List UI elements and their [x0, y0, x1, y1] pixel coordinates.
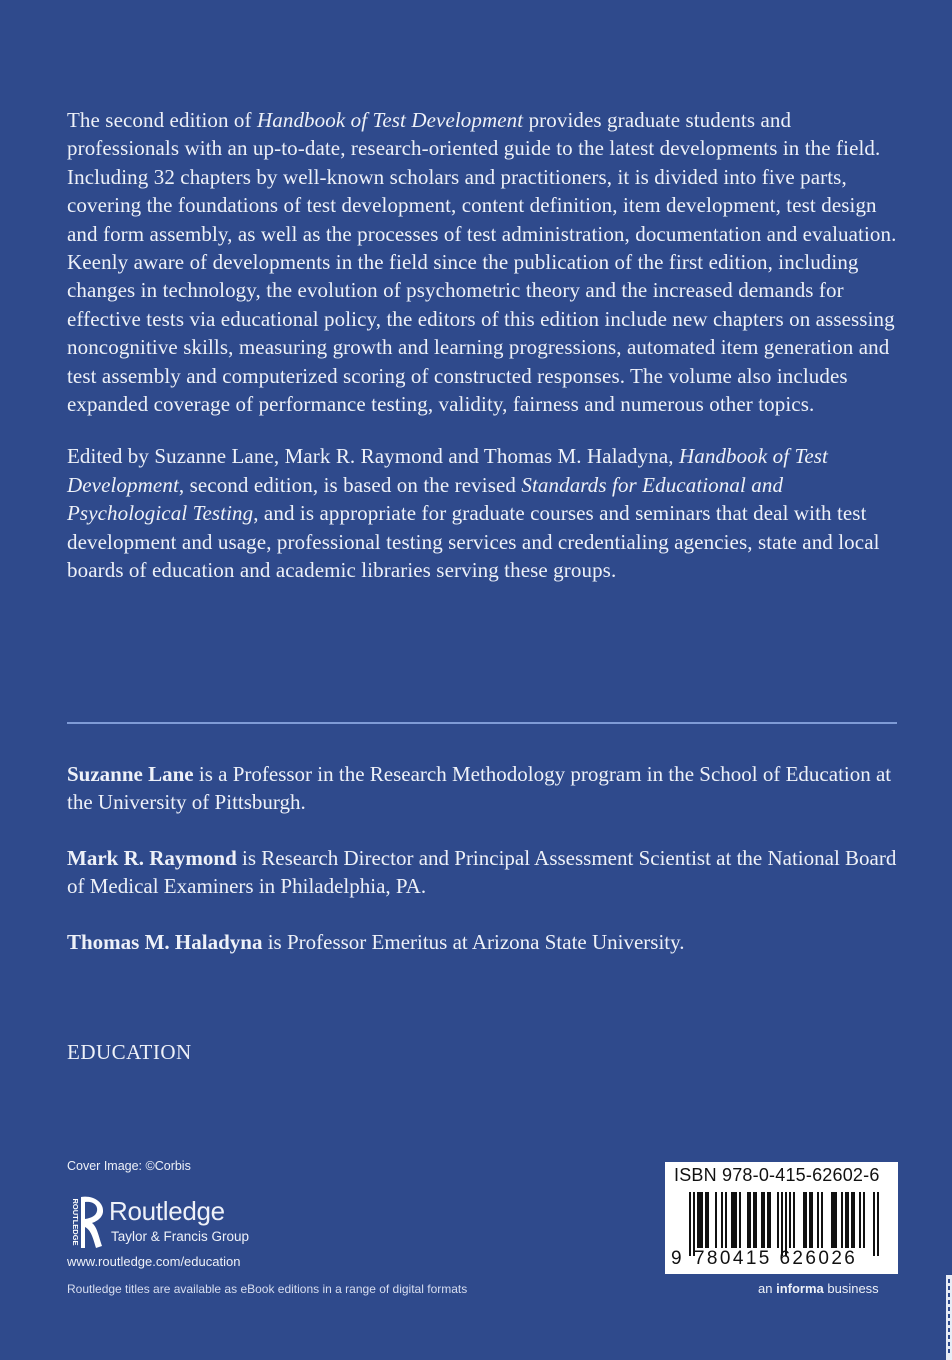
- barcode-bar: [767, 1192, 769, 1248]
- barcode-bar: [755, 1192, 757, 1248]
- routledge-logo: [63, 1194, 293, 1252]
- barcode-bar: [803, 1192, 805, 1248]
- barcode-bar: [831, 1192, 833, 1248]
- barcode-bar: [781, 1192, 783, 1256]
- barcode-bar: [789, 1192, 791, 1248]
- publisher-group: Taylor & Francis Group: [111, 1229, 250, 1244]
- barcode-bar: [733, 1192, 735, 1248]
- publisher-name: Routledge: [109, 1196, 225, 1226]
- blurb-paragraph-1: The second edition of Handbook of Test Development provides graduate students and professionals with an up-to-date, research-oriented guide to the latest developments in the field. Including 32 chapters by well-known scholars and practitioners, it is divided into five parts, covering the foundations of test development, content definition, item development, test design and form assembly, as well as the processes of test administration, documentation and evaluation. Keenly aware of developments in the field since the publication of the first edition, including changes in technology, the evolution of psychometric theory and the increased demands for effective tests via educational policy, the editors of this edition include new chapters on assessing noncognitive skills, measuring growth and learning progressions, automated item generation and test assembly and computerized scoring of constructed responses. The volume also includes expanded coverage of performance testing, validity, fairness and numerous other topics.: [67, 108, 897, 417]
- barcode-bar: [817, 1192, 819, 1248]
- book-title: Handbook of Test Development: [256, 108, 524, 132]
- barcode-bar: [833, 1192, 835, 1248]
- bio-name: Mark R. Raymond: [67, 845, 237, 870]
- subject-category: EDUCATION: [67, 1040, 192, 1064]
- barcode-bar: [735, 1192, 737, 1248]
- bio-name: Thomas M. Haladyna: [67, 929, 263, 954]
- barcode-bar: [847, 1192, 849, 1248]
- informa-tagline: an informa business: [758, 1281, 879, 1296]
- bio-item: Thomas M. Haladyna is Professor Emeritus at Arizona State University.: [67, 929, 685, 954]
- barcode-bar: [697, 1192, 699, 1248]
- barcode-bar: [749, 1192, 751, 1248]
- barcode-bar: [739, 1192, 741, 1248]
- isbn-label: ISBN 978-0-415-62602-6: [674, 1165, 880, 1185]
- barcode-bar: [873, 1192, 875, 1256]
- barcode-bar: [731, 1192, 733, 1248]
- isbn-barcode: [665, 1162, 898, 1274]
- ebook-note: Routledge titles are available as eBook editions in a range of digital formats: [67, 1282, 468, 1296]
- informa-brand: informa: [776, 1281, 824, 1296]
- barcode-bar: [811, 1192, 813, 1248]
- divider-rule: [67, 722, 897, 724]
- barcode-bar: [707, 1192, 709, 1248]
- bio-item: Mark R. Raymond is Research Director and Principal Assessment Scientist at the National Board of Medical Examiners in Philadelphia, PA.: [67, 845, 897, 899]
- barcode-bar: [699, 1192, 701, 1248]
- book-title: Handbook of Test Development: [67, 444, 828, 497]
- barcode-bar: [753, 1192, 755, 1248]
- isbn-digits: 9 780415 626026: [671, 1248, 858, 1269]
- barcode-bar: [777, 1192, 779, 1248]
- barcode-bar: [693, 1192, 695, 1256]
- description-blurb: [67, 106, 902, 609]
- barcode-bar: [793, 1192, 795, 1248]
- barcode-bar: [705, 1192, 707, 1248]
- barcode-bar: [761, 1192, 763, 1248]
- barcode-bar: [859, 1192, 861, 1248]
- barcode-bar: [853, 1192, 855, 1248]
- barcode-bar: [701, 1192, 703, 1248]
- barcode-bar: [785, 1192, 787, 1256]
- barcode-bar: [725, 1192, 727, 1248]
- standards-title: Standards for Educational and Psychological Testing: [67, 472, 784, 526]
- barcode-bar: [769, 1192, 771, 1248]
- barcode-bar: [877, 1192, 879, 1256]
- barcode-bar: [715, 1192, 717, 1248]
- svg-text:ROUTLEDGE: ROUTLEDGE: [71, 1198, 80, 1246]
- barcode-bar: [747, 1192, 749, 1248]
- barcode-bar: [805, 1192, 807, 1248]
- routledge-logo-icon: [63, 1194, 107, 1250]
- barcode-bar: [821, 1192, 823, 1248]
- publisher-url[interactable]: www.routledge.com/education: [67, 1254, 241, 1269]
- editor-bios: [67, 760, 902, 983]
- barcode-bar: [845, 1192, 847, 1248]
- barcode-bar: [763, 1192, 765, 1248]
- edge-crop-marks: [946, 1275, 952, 1360]
- barcode-bar: [841, 1192, 843, 1248]
- barcode-bar: [721, 1192, 723, 1248]
- barcode-bar: [835, 1192, 837, 1248]
- cover-credit: Cover Image: ©Corbis: [67, 1159, 191, 1173]
- barcode-bar: [689, 1192, 691, 1256]
- bio-item: Suzanne Lane is a Professor in the Research Methodology program in the School of Education at the University of Pittsburgh.: [67, 762, 892, 815]
- barcode-bar: [851, 1192, 853, 1248]
- bio-name: Suzanne Lane: [67, 762, 194, 786]
- blurb-paragraph-2: Edited by Suzanne Lane, Mark R. Raymond and Thomas M. Haladyna, Handbook of Test Development, second edition, is based on the revised Standards for Educational and Psychological Testing, and is appropriate for graduate courses and seminars that deal with test development and usage, professional testing services and credentialing agencies, state and local boards of education and academic libraries serving these groups.: [67, 444, 880, 583]
- barcode-bar: [809, 1192, 811, 1248]
- barcode-bar: [863, 1192, 865, 1248]
